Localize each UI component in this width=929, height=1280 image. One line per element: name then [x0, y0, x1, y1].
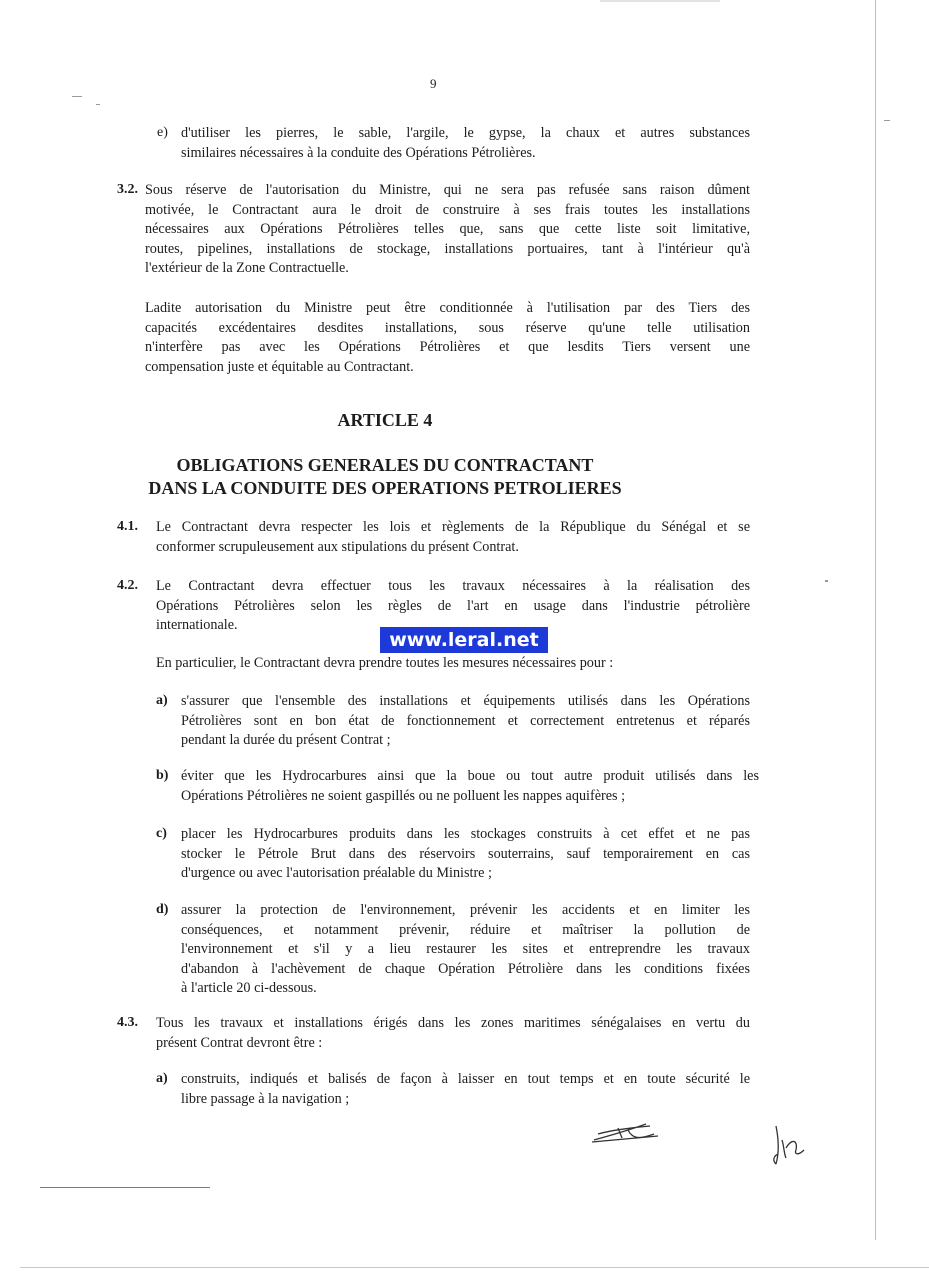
text-line: d'utiliser les pierres, le sable, l'argile, le gypse, la chaux et autres substances: [181, 125, 750, 141]
text-line: routes, pipelines, installations de stockage, installations portuaires, tant à l'intérieur qu'à: [145, 240, 750, 257]
text-line: motivée, le Contractant aura le droit de construire à ses frais toutes les installations: [145, 201, 750, 218]
paragraph-4-3: [156, 1014, 750, 1053]
text-line: conséquences, et notamment prévenir, réduire et maîtriser la pollution de: [181, 921, 750, 938]
text-line: à l'article 20 ci-dessous.: [181, 980, 317, 996]
paragraph-4-2-d: [181, 901, 750, 999]
text-line: compensation juste et équitable au Contractant.: [145, 358, 414, 375]
scan-speck: [884, 120, 890, 121]
scan-speck: [825, 580, 828, 582]
paragraph-3-2: [145, 181, 750, 279]
signature-initials-1: [588, 1118, 664, 1146]
scan-speck: [72, 96, 82, 97]
paragraph-4-1: [156, 518, 750, 557]
section-number-4-2: 4.2.: [117, 578, 138, 593]
paragraph-4-2-intro: [156, 654, 750, 674]
text-line: Ladite autorisation du Ministre peut être conditionnée à l'utilisation par des Tiers des: [145, 300, 750, 316]
text-line: Pétrolières sont en bon état de fonctionnement et correctement entretenus et réparés: [181, 712, 750, 729]
text-line: assurer la protection de l'environnement, prévenir les accidents et en limiter les: [181, 902, 750, 918]
footer-rule: [40, 1187, 210, 1188]
paragraph-e: [181, 124, 750, 163]
item-label-d: d): [156, 902, 169, 917]
article-subtitle-line2: DANS LA CONDUITE DES OPERATIONS PETROLIERES: [148, 478, 622, 498]
text-line: éviter que les Hydrocarbures ainsi que la boue ou tout autre produit utilisés dans les: [181, 768, 759, 784]
text-line: libre passage à la navigation ;: [181, 1090, 350, 1107]
text-line: internationale.: [156, 617, 238, 633]
text-line: construits, indiqués et balisés de façon à laisser en tout temps et en toute sécurité le: [181, 1071, 750, 1087]
text-line: Le Contractant devra respecter les lois et règlements de la République du Sénégal et se: [156, 519, 750, 535]
text-line: conformer scrupuleusement aux stipulations du présent Contrat.: [156, 538, 519, 555]
paragraph-4-3-a: [181, 1070, 750, 1109]
paragraph-3-2-authorization: [145, 299, 750, 377]
text-line: Tous les travaux et installations érigés dans les zones maritimes sénégalaises en vertu du: [156, 1015, 750, 1031]
scan-edge-right: [875, 0, 876, 1240]
scan-mark-top: [600, 0, 720, 2]
text-line: présent Contrat devront être :: [156, 1034, 323, 1051]
text-line: l'extérieur de la Zone Contractuelle.: [145, 260, 349, 276]
text-line: stocker le Pétrole Brut dans des réservoirs souterrains, sauf temporairement en cas: [181, 845, 750, 862]
item-label-e: e): [157, 125, 168, 140]
page-number: 9: [430, 76, 437, 91]
text-line: s'assurer que l'ensemble des installations et équipements utilisés dans les Opérations: [181, 693, 750, 709]
section-number-3-2: 3.2.: [117, 182, 138, 197]
scan-edge-bottom: [20, 1267, 929, 1268]
text-line: l'environnement et s'il y a lieu restaurer les sites et entreprendre les travaux: [181, 941, 750, 957]
section-number-4-3: 4.3.: [117, 1015, 138, 1030]
text-line: pendant la durée du présent Contrat ;: [181, 732, 391, 748]
text-line: Opérations Pétrolières ne soient gaspillés ou ne polluent les nappes aquifères ;: [181, 787, 626, 804]
section-number-4-1: 4.1.: [117, 519, 138, 534]
signature-initials-2: [768, 1120, 812, 1170]
item-label-b: b): [156, 768, 169, 783]
item-label-c: c): [156, 826, 167, 841]
text-line: d'abandon à l'achèvement de chaque Opération Pétrolière dans les conditions fixées: [181, 960, 750, 977]
text-line: capacités excédentaires desdites installations, sous réserve qu'une telle utilisation: [145, 319, 750, 336]
text-line: Sous réserve de l'autorisation du Ministre, qui ne sera pas refusée sans raison dûment: [145, 182, 750, 198]
paragraph-4-2-a: [181, 692, 750, 751]
text-line: placer les Hydrocarbures produits dans les stockages construits à cet effet et ne pas: [181, 826, 750, 842]
scan-speck: [96, 104, 100, 105]
article-title: ARTICLE 4: [337, 410, 433, 430]
watermark-banner: www.leral.net: [380, 627, 548, 653]
text-line: n'interfère pas avec les Opérations Pétrolières et que lesdits Tiers versent une: [145, 339, 750, 355]
text-line: Opérations Pétrolières selon les règles de l'art en usage dans l'industrie pétrolière: [156, 597, 750, 614]
text-line: Le Contractant devra effectuer tous les travaux nécessaires à la réalisation des: [156, 578, 750, 594]
text-line: similaires nécessaires à la conduite des Opérations Pétrolières.: [181, 144, 536, 161]
paragraph-4-2-b: [181, 767, 759, 806]
text-line: En particulier, le Contractant devra prendre toutes les mesures nécessaires pour :: [156, 655, 614, 671]
item-label-a: a): [156, 1071, 168, 1086]
item-label-a: a): [156, 693, 168, 708]
article-subtitle-line1: OBLIGATIONS GENERALES DU CONTRACTANT: [176, 455, 594, 475]
text-line: d'urgence ou avec l'autorisation préalable du Ministre ;: [181, 865, 492, 881]
text-line: nécessaires aux Opérations Pétrolières telles que, sans que cette liste soit limitative,: [145, 221, 750, 237]
paragraph-4-2-c: [181, 825, 750, 884]
